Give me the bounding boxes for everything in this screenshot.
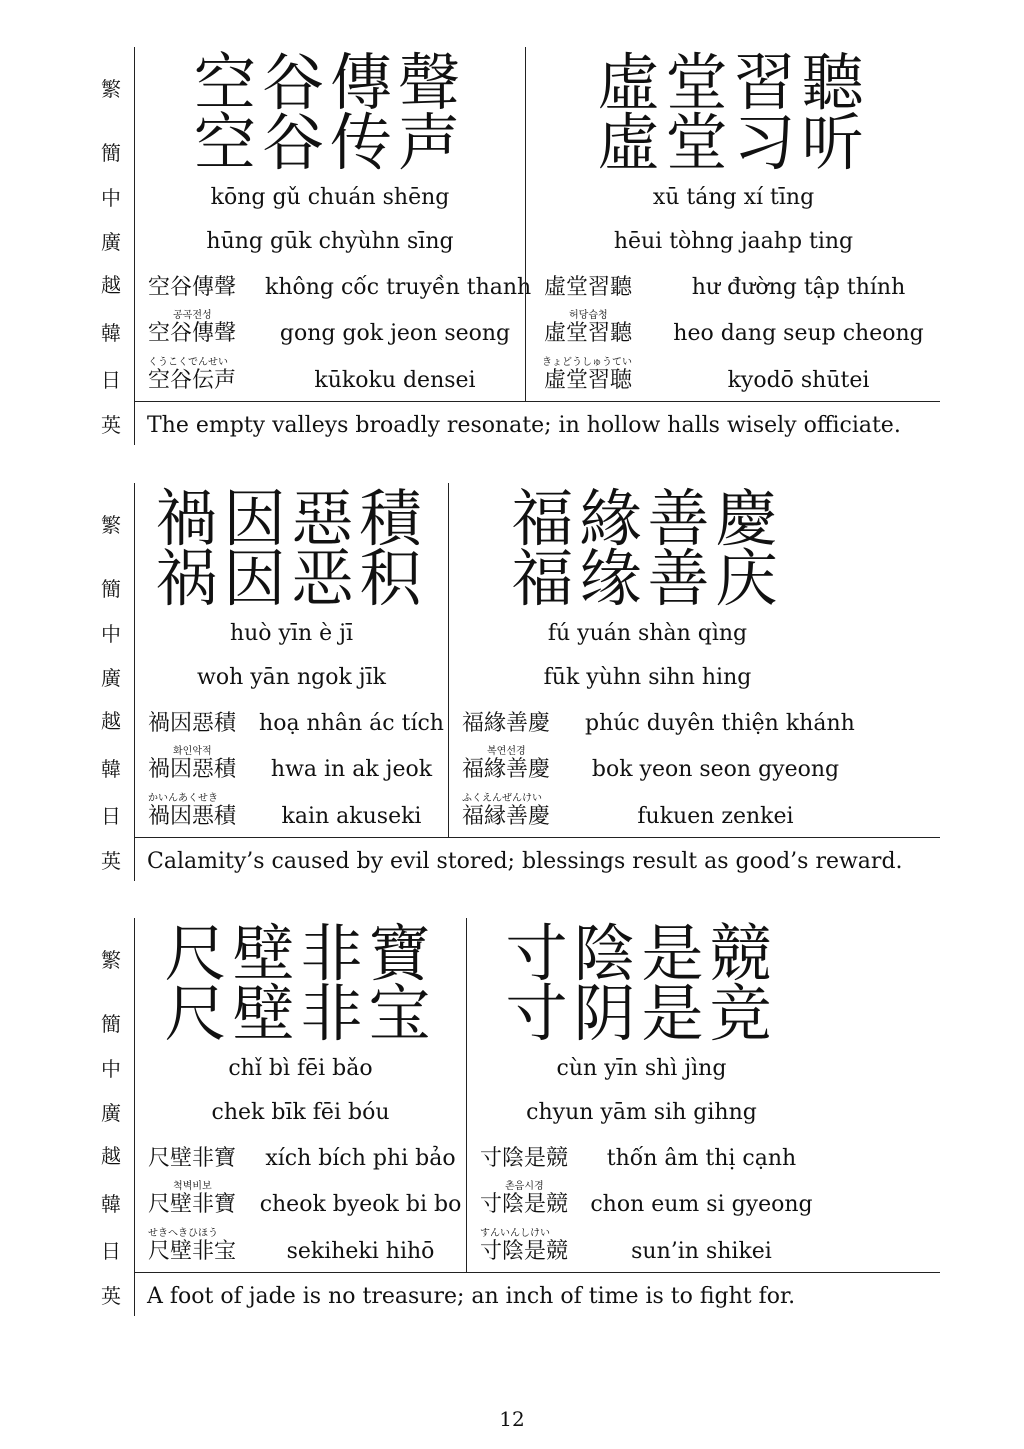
simplified-text: 尺壁非宝	[164, 977, 437, 1050]
phrase-left	[135, 46, 532, 401]
label-japanese: 日	[101, 1239, 121, 1263]
entry-block-3	[94, 918, 940, 1318]
japanese-ruby: きょどうしゅうてい	[542, 357, 632, 368]
label-simplified: 簡	[101, 577, 121, 601]
japanese-han: 寸陰是競	[480, 1239, 569, 1264]
cantonese-romanization: woh yān ngok jīk	[197, 665, 386, 690]
korean-row	[449, 746, 941, 789]
cantonese-romanization: fūk yùhn sihn hing	[543, 665, 752, 690]
japanese-row	[449, 793, 941, 836]
japanese-ruby: すんいんしけい	[480, 1228, 550, 1239]
label-korean: 韓	[101, 1192, 121, 1216]
simplified-text: 虛堂习听	[597, 106, 870, 179]
korean-row	[526, 310, 941, 353]
simplified-text: 福缘善庆	[511, 542, 784, 615]
korean-reading: chon eum si gyeong	[590, 1192, 813, 1217]
vietnamese-row	[526, 267, 941, 307]
label-mandarin: 中	[101, 186, 121, 210]
traditional-text: 寸陰是競	[505, 917, 778, 990]
entry-block-2	[94, 483, 940, 883]
japanese-reading: kūkoku densei	[314, 368, 476, 393]
label-japanese: 日	[101, 368, 121, 392]
japanese-han: 虛堂習聴	[544, 368, 633, 393]
korean-reading: gong gok jeon seong	[279, 321, 511, 346]
japanese-han: 空谷伝声	[148, 368, 237, 393]
label-vietnamese: 越	[101, 1144, 121, 1168]
japanese-row	[135, 1228, 466, 1271]
row-labels	[94, 47, 135, 445]
divider	[134, 401, 940, 402]
japanese-ruby: ふくえんぜんけい	[462, 793, 542, 804]
label-cantonese: 廣	[101, 666, 121, 690]
korean-reading: heo dang seup cheong	[673, 321, 924, 346]
korean-ruby: 화인악적	[173, 746, 212, 757]
korean-row	[467, 1181, 941, 1224]
label-english: 英	[101, 1284, 121, 1308]
japanese-han: 禍因悪積	[148, 804, 237, 829]
label-traditional: 繁	[101, 513, 121, 537]
japanese-reading: sun’in shikei	[631, 1239, 772, 1264]
traditional-text: 尺壁非寶	[164, 917, 437, 990]
korean-ruby: 척벽비보	[173, 1181, 212, 1192]
japanese-ruby: くうこくでんせい	[148, 357, 228, 368]
label-korean: 韓	[101, 321, 121, 345]
vietnamese-han: 福緣善慶	[462, 711, 551, 736]
korean-han: 福緣善慶	[462, 757, 551, 782]
label-cantonese: 廣	[101, 230, 121, 254]
cantonese-romanization: chek bīk fēi bóu	[211, 1100, 390, 1125]
korean-ruby: 복연선경	[487, 746, 526, 757]
phrase-right	[466, 918, 941, 1272]
korean-reading: cheok byeok bi bo	[259, 1192, 462, 1217]
simplified-text: 空谷传声	[193, 106, 466, 179]
vietnamese-reading: hoạ nhân ác tích	[259, 711, 444, 736]
mandarin-romanization: fú yuán shàn qìng	[547, 621, 748, 646]
label-japanese: 日	[101, 804, 121, 828]
japanese-reading: kyodō shūtei	[727, 368, 870, 393]
korean-han: 虛堂習聽	[544, 321, 633, 346]
vietnamese-row	[467, 1138, 941, 1178]
vietnamese-reading: phúc duyên thiện khánh	[585, 711, 855, 736]
label-traditional: 繁	[101, 948, 121, 972]
mandarin-romanization: huò yīn è jī	[229, 621, 354, 646]
vietnamese-row	[135, 267, 532, 307]
korean-ruby: 공곡전성	[173, 310, 212, 321]
korean-reading: bok yeon seon gyeong	[591, 757, 840, 782]
english-translation: The empty valleys broadly resonate; in hollow halls wisely officiate.	[147, 413, 901, 438]
label-simplified: 簡	[101, 141, 121, 165]
korean-row	[135, 310, 525, 353]
phrase-left	[135, 483, 448, 837]
japanese-han: 尺壁非宝	[148, 1239, 237, 1264]
vietnamese-row	[135, 703, 448, 743]
vietnamese-reading: không cốc truyền thanh	[265, 275, 532, 300]
label-english: 英	[101, 413, 121, 437]
traditional-text: 空谷傳聲	[193, 46, 466, 119]
simplified-text: 祸因恶积	[155, 542, 428, 615]
traditional-text: 禍因惡積	[155, 482, 428, 555]
vietnamese-han: 寸陰是競	[480, 1146, 569, 1171]
cantonese-romanization: hēui tòhng jaahp ting	[613, 229, 854, 254]
vietnamese-han: 尺壁非寶	[148, 1146, 237, 1171]
japanese-reading: sekiheki hihō	[286, 1239, 435, 1264]
mandarin-romanization: cùn yīn shì jìng	[556, 1056, 727, 1081]
english-translation: A foot of jade is no treasure; an inch of time is to fight for.	[147, 1284, 796, 1309]
japanese-row	[467, 1228, 941, 1271]
phrase-left	[135, 918, 466, 1272]
vietnamese-reading: thốn âm thị cạnh	[606, 1146, 797, 1171]
phrase-right	[448, 483, 941, 837]
label-vietnamese: 越	[101, 273, 121, 297]
japanese-reading: kain akuseki	[281, 804, 422, 829]
cantonese-romanization: chyun yām sih gihng	[526, 1100, 757, 1125]
traditional-text: 福緣善慶	[511, 482, 784, 555]
simplified-text: 寸阴是竞	[505, 977, 778, 1050]
divider	[134, 1272, 940, 1273]
vietnamese-han: 虛堂習聽	[544, 275, 633, 300]
english-translation: Calamity’s caused by evil stored; blessings result as good’s reward.	[147, 849, 903, 874]
label-korean: 韓	[101, 757, 121, 781]
phrase-right	[525, 47, 941, 401]
korean-reading: hwa in ak jeok	[270, 757, 433, 782]
vietnamese-han: 空谷傳聲	[148, 275, 237, 300]
vietnamese-reading: xích bích phi bảo	[265, 1146, 456, 1171]
label-simplified: 簡	[101, 1012, 121, 1036]
korean-han: 空谷傳聲	[148, 321, 237, 346]
japanese-ruby: かいんあくせき	[148, 793, 218, 804]
japanese-reading: fukuen zenkei	[637, 804, 794, 829]
vietnamese-han: 禍因惡積	[148, 711, 237, 736]
korean-han: 寸陰是競	[480, 1192, 569, 1217]
vietnamese-reading: hư đường tập thính	[691, 275, 906, 300]
page-number: 12	[499, 1407, 525, 1431]
label-cantonese: 廣	[101, 1101, 121, 1125]
japanese-row	[135, 793, 448, 836]
label-mandarin: 中	[101, 1057, 121, 1081]
japanese-row	[526, 357, 941, 400]
row-labels	[94, 918, 135, 1316]
cantonese-romanization: hūng gūk chyùhn sīng	[206, 229, 454, 254]
divider	[134, 837, 940, 838]
japanese-ruby: せきへきひほう	[148, 1228, 218, 1239]
entry-block-1	[94, 47, 940, 447]
row-labels	[94, 483, 135, 881]
traditional-text: 虛堂習聽	[597, 46, 870, 119]
japanese-row	[135, 357, 525, 400]
korean-ruby: 허당습청	[569, 310, 608, 321]
label-traditional: 繁	[101, 77, 121, 101]
label-vietnamese: 越	[101, 709, 121, 733]
korean-row	[135, 1181, 466, 1224]
label-english: 英	[101, 849, 121, 873]
label-mandarin: 中	[101, 622, 121, 646]
japanese-han: 福縁善慶	[462, 804, 551, 829]
vietnamese-row	[135, 1138, 466, 1178]
mandarin-romanization: kōng gǔ chuán shēng	[210, 185, 450, 210]
korean-han: 禍因惡積	[148, 757, 237, 782]
mandarin-romanization: xū táng xí tīng	[652, 185, 815, 210]
vietnamese-row	[449, 703, 941, 743]
korean-row	[135, 746, 448, 789]
korean-han: 尺壁非寶	[148, 1192, 237, 1217]
mandarin-romanization: chǐ bì fēi bǎo	[228, 1056, 373, 1081]
korean-ruby: 촌음시경	[505, 1181, 544, 1192]
